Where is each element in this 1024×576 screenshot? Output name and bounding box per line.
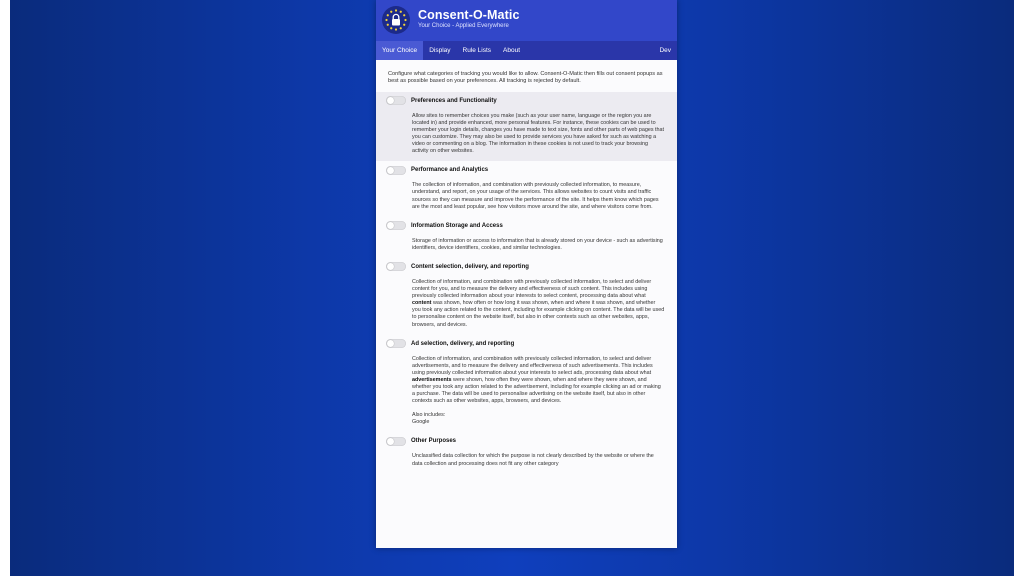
category-title: Performance and Analytics — [411, 167, 489, 174]
storage-toggle[interactable] — [386, 221, 406, 230]
tab-about[interactable]: About — [503, 47, 521, 54]
header — [376, 0, 677, 41]
category-title: Preferences and Functionality — [411, 97, 497, 104]
category-description: Unclassified data collection for which the purpose is not clearly described by the website or where the data collection and processing does not fit any other category — [412, 453, 654, 467]
app-subtitle: Your Choice - Applied Everywhere — [418, 23, 509, 29]
tab-dev[interactable]: Dev — [659, 47, 671, 54]
category-description: The collection of information, and combination with previously collected information, to measure, understand, and report, on your usage of the services. This allows websites to count visits and traffic sources so they can measure and improve the performance of the site. It helps them know which pages are the most and least popular, see how visitors move around the site, and where visitors come from. — [412, 182, 659, 210]
nav-bar — [376, 41, 677, 60]
category-preferences — [376, 92, 677, 162]
category-performance — [376, 161, 677, 216]
ads-toggle[interactable] — [386, 339, 406, 348]
settings-content — [376, 60, 677, 474]
performance-toggle[interactable] — [386, 166, 406, 175]
eu-lock-logo-icon — [382, 6, 410, 34]
category-storage — [376, 217, 677, 258]
category-title: Content selection, delivery, and reporting — [411, 263, 529, 270]
extension-popup — [376, 0, 677, 548]
other-toggle[interactable] — [386, 437, 406, 446]
category-title: Ad selection, delivery, and reporting — [411, 340, 515, 347]
tab-rule-lists[interactable]: Rule Lists — [462, 47, 492, 54]
category-description: Collection of information, and combination with previously collected information, to select and deliver advertisements, and to measure the delivery and effectiveness of such advertisements. This includes using previously collected information about your interests to select ads, processing data about what advertisements were shown, how often they were shown, when and where they were shown, and whether you took any action related to the advertisement, including for example clicking an ad or making a purchase. The data will be used to personalise advertising on the website itself, but also in other contexts such as other websites, apps, browsers, and devices. — [412, 355, 661, 405]
also-includes-label: Also includes: — [412, 412, 446, 419]
tab-your-choice[interactable]: Your Choice — [376, 41, 423, 60]
category-title: Information Storage and Access — [411, 222, 503, 229]
intro-text: Configure what categories of tracking you would like to allow. Consent-O-Matic then fills out consent popups as best as possible based on your preferences. All tracking is rejected by default. — [388, 71, 663, 85]
also-includes — [386, 405, 665, 426]
category-description: Allow sites to remember choices you make (such as your user name, language or the region you are located in) and provide enhanced, more personal features. For instance, these cookies can be used to remember your login details, changes you have made to text size, fonts and other parts of web pages that you can customize. They may also be used to provide services you have asked for such as watching a video or commenting on a blog. The information in these cookies is not used to track your browsing activity on other websites. — [412, 112, 665, 155]
desktop-background — [10, 0, 1014, 576]
tab-display[interactable]: Display — [429, 47, 451, 54]
category-description: Storage of information or access to information that is already stored on your device - such as advertising identifiers, device identifiers, cookies, and similar technologies. — [412, 237, 663, 251]
also-includes-value: Google — [412, 419, 430, 426]
category-ads — [376, 335, 677, 433]
preferences-toggle[interactable] — [386, 96, 406, 105]
category-content — [376, 258, 677, 335]
category-description: Collection of information, and combination with previously collected information, to select and deliver content for you, and to measure the delivery and effectiveness of such content. This includes using previously collected information about your interests to select content, processing data about what content was shown, how often or how long it was shown, when and where it was shown, and whether you took any action related to the content, including for example clicking on content. The data will be used to personalise content on the website itself, but also in other contexts such as other websites, apps, browsers, and devices. — [412, 278, 665, 328]
category-title: Other Purposes — [411, 438, 457, 445]
category-other — [376, 432, 677, 473]
app-title: Consent-O-Matic — [418, 8, 520, 22]
content-toggle[interactable] — [386, 262, 406, 271]
